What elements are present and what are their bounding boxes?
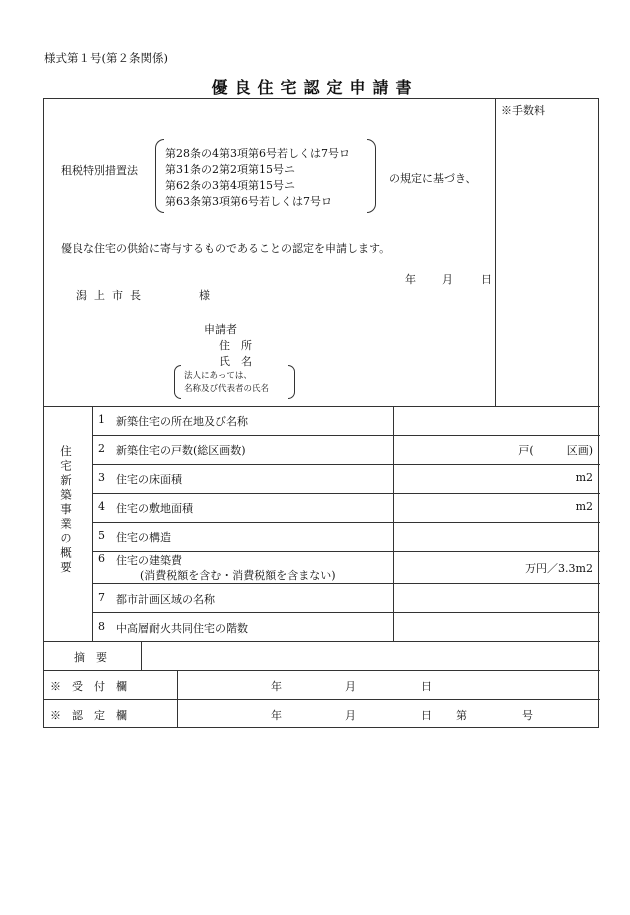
item-label-construction-cost: 住宅の建築費	[116, 554, 182, 567]
applicant-note: 名称及び代表者の氏名	[184, 384, 270, 394]
overview-value-divider	[393, 406, 394, 641]
summary-label: 摘 要	[74, 651, 107, 664]
item-value-floor-area[interactable]: m2	[575, 471, 593, 484]
applicant-name-label: 氏 名	[219, 355, 252, 368]
reception-year: 年	[271, 680, 282, 693]
law-bracket-right	[367, 139, 376, 213]
reception-top-border	[44, 670, 600, 671]
law-clause: 第28条の4第3項第6号若しくは7号ロ	[165, 147, 350, 160]
row-divider	[92, 435, 600, 436]
addressee-name: 潟上市長	[76, 289, 148, 302]
law-clause: 第62条の3第4項第15号ニ	[165, 179, 295, 192]
addressee-honorific: 様	[199, 289, 210, 302]
item-label-site-area: 住宅の敷地面積	[116, 502, 193, 515]
item-label-location: 新築住宅の所在地及び名称	[116, 415, 248, 428]
form-title: 優良住宅認定申請書	[211, 78, 419, 97]
item-sublabel-tax: (消費税額を含む・消費税額を含まない)	[140, 569, 336, 582]
row-divider	[92, 583, 600, 584]
law-clause: 第63条第3項第6号若しくは7号ロ	[165, 195, 332, 208]
reception-label: ※ 受 付 欄	[50, 680, 127, 693]
item-value-site-area[interactable]: m2	[575, 500, 593, 513]
item-number: 4	[98, 500, 105, 513]
item-number: 8	[98, 620, 105, 633]
overview-top-border	[44, 406, 600, 407]
reception-month: 月	[345, 680, 356, 693]
item-label-floor-area: 住宅の床面積	[116, 473, 182, 486]
applicant-label: 申請者	[204, 323, 237, 336]
item-number: 2	[98, 442, 105, 455]
item-number: 5	[98, 529, 105, 542]
application-day: 日	[481, 273, 492, 286]
certification-month: 月	[345, 709, 356, 722]
fee-column-divider	[495, 99, 496, 406]
application-form	[43, 98, 599, 728]
note-bracket-left	[174, 365, 181, 399]
overview-section-label: 住宅新築事業の概要	[59, 445, 73, 576]
application-year: 年	[405, 273, 416, 286]
item-label-floors: 中高層耐火共同住宅の階数	[116, 622, 248, 635]
row-divider	[92, 464, 600, 465]
law-clause: 第31条の2第2項第15号ニ	[165, 163, 295, 176]
certification-top-border	[44, 699, 600, 700]
certification-label: ※ 認 定 欄	[50, 709, 127, 722]
fee-label: ※手数料	[501, 104, 545, 117]
item-value-units[interactable]: 戸( 区画)	[518, 444, 593, 457]
applicant-note: 法人にあっては、	[184, 371, 252, 381]
certification-year: 年	[271, 709, 282, 722]
application-month: 月	[442, 273, 453, 286]
summary-divider	[141, 641, 142, 670]
item-number: 6	[98, 552, 105, 565]
row-divider	[92, 522, 600, 523]
certification-number-prefix: 第	[456, 709, 467, 722]
law-suffix: の規定に基づき、	[389, 172, 477, 185]
law-bracket-left	[155, 139, 164, 213]
item-label-planning-area: 都市計画区域の名称	[116, 593, 215, 606]
item-number: 1	[98, 413, 105, 426]
reception-day: 日	[421, 680, 432, 693]
item-label-structure: 住宅の構造	[116, 531, 171, 544]
summary-top-border	[44, 641, 600, 642]
certification-day: 日	[421, 709, 432, 722]
item-label-units: 新築住宅の戸数(総区画数)	[116, 444, 246, 457]
item-value-construction-cost[interactable]: 万円／3.3m2	[525, 562, 593, 575]
item-number: 3	[98, 471, 105, 484]
law-name: 租税特別措置法	[61, 164, 138, 177]
row-divider	[92, 612, 600, 613]
note-bracket-right	[288, 365, 295, 399]
request-text: 優良な住宅の供給に寄与するものであることの認定を申請します。	[61, 242, 391, 255]
item-number: 7	[98, 591, 105, 604]
form-code: 様式第１号(第２条関係)	[44, 51, 168, 65]
certification-number-suffix: 号	[522, 709, 533, 722]
overview-label-divider	[92, 406, 93, 641]
applicant-address-label: 住 所	[219, 339, 252, 352]
row-divider	[92, 493, 600, 494]
